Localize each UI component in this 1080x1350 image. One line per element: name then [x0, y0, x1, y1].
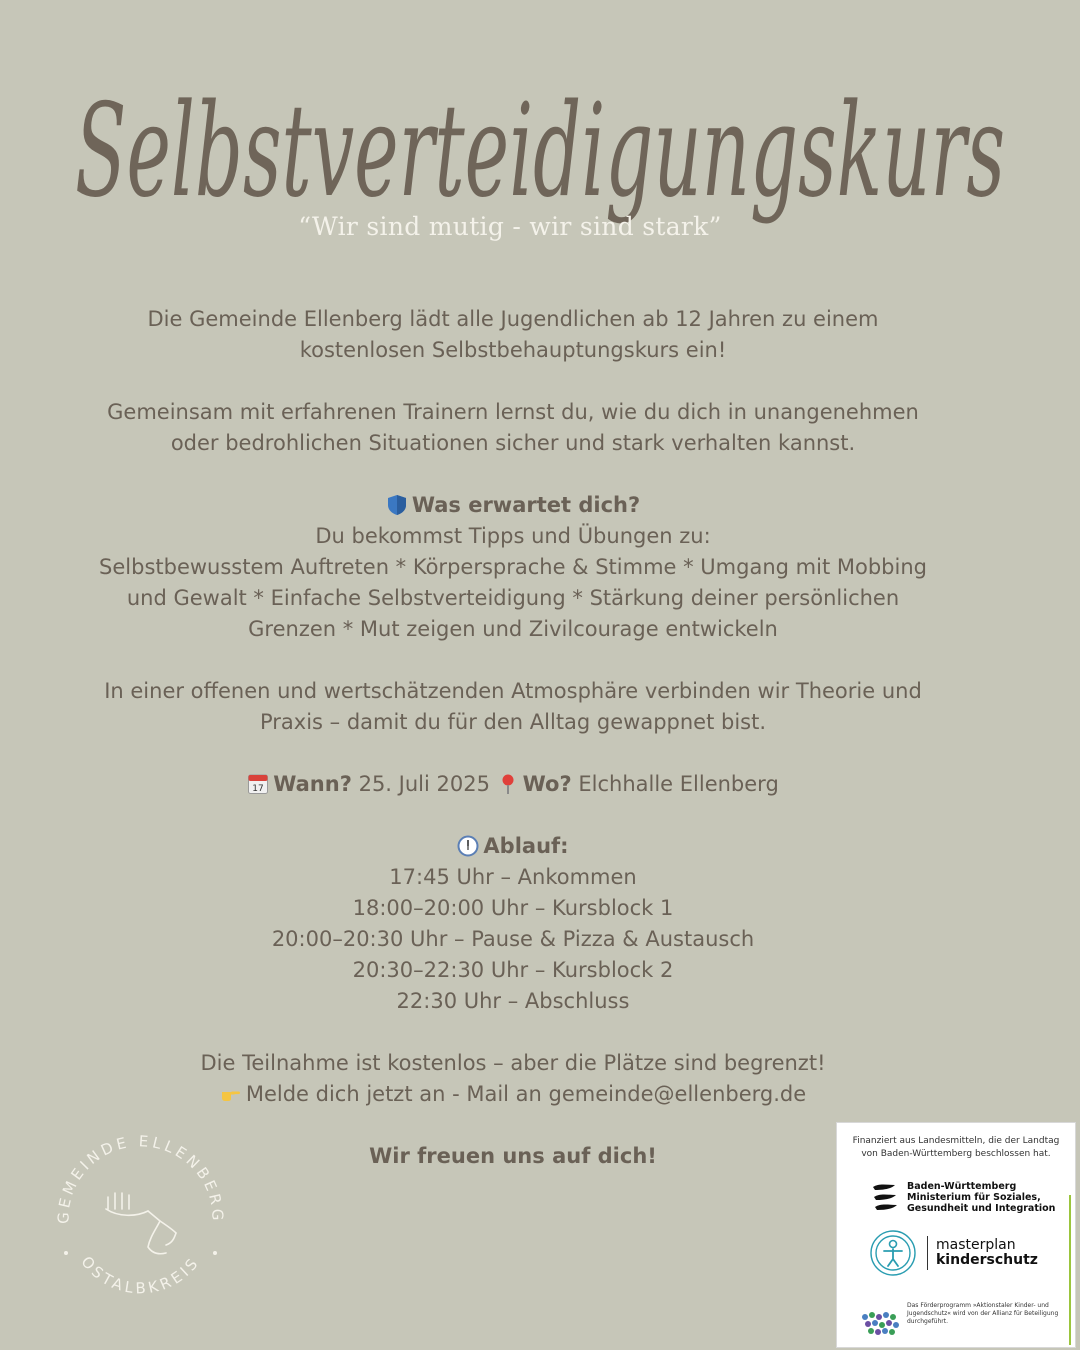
funding-text	[847, 1135, 1065, 1161]
intro-line-2: kostenlosen Selbstbehauptungskurs ein!	[299, 338, 727, 362]
schedule-heading-row	[40, 831, 986, 862]
masterplan-logo	[869, 1229, 1038, 1277]
schedule-heading: Ablauf:	[483, 834, 569, 858]
ministry-logo	[871, 1181, 1055, 1217]
ministry-line-1: Baden-Württemberg	[907, 1181, 1017, 1192]
signup-line-2-row	[40, 1079, 986, 1110]
gemeinde-seal	[48, 1125, 233, 1310]
ministry-line-3: Gesundheit und Integration	[907, 1203, 1056, 1214]
allianz-text: Das Förderprogramm »Aktionstaler Kinder- und Jugendschutz« wird von der Allianz für Beteiligung durchgeführt.	[907, 1302, 1059, 1325]
funding-text-line-1: Finanziert aus Landesmitteln, die der Landtag	[852, 1136, 1060, 1146]
closing: Wir freuen uns auf dich!	[369, 1144, 657, 1168]
expect-line-3: Grenzen * Mut zeigen und Zivilcourage entwickeln	[248, 617, 778, 641]
seal-top-text: GEMEINDE ELLENBERG	[54, 1132, 227, 1225]
pin-icon	[497, 773, 519, 795]
ministry-line-2: Ministerium für Soziales,	[907, 1192, 1041, 1203]
intro-line-1: Die Gemeinde Ellenberg lädt alle Jugendlichen ab 12 Jahren zu einem	[147, 307, 879, 331]
schedule-item: 18:00–20:00 Uhr – Kursblock 1	[352, 896, 674, 920]
shield-icon	[386, 494, 408, 516]
where-value: Elchhalle Ellenberg	[578, 772, 779, 796]
when-label: Wann?	[273, 772, 352, 796]
schedule-item: 20:30–22:30 Uhr – Kursblock 2	[352, 958, 674, 982]
signup-line-2[interactable]: Melde dich jetzt an - Mail an gemeinde@ellenberg.de	[245, 1082, 807, 1106]
atmosphere-line-1: In einer offenen und wertschätzenden Atmosphäre verbinden wir Theorie und	[104, 679, 922, 703]
main-content	[40, 304, 986, 1172]
where-label: Wo?	[522, 772, 572, 796]
funding-box	[836, 1122, 1076, 1348]
clock-icon	[457, 835, 479, 857]
expect-line-1: Selbstbewusstem Auftreten * Körpersprache & Stimme * Umgang mit Mobbing	[99, 555, 927, 579]
seal-bottom-text: OSTALBKREIS	[77, 1252, 204, 1298]
masterplan-word: masterplan	[936, 1237, 1016, 1253]
schedule-item: 17:45 Uhr – Ankommen	[389, 865, 637, 889]
svg-text:17: 17	[252, 784, 264, 794]
signup-line-1: Die Teilnahme ist kostenlos – aber die Plätze sind begrenzt!	[200, 1051, 826, 1075]
funding-text-line-2: von Baden-Württemberg beschlossen hat.	[861, 1149, 1051, 1159]
lions-icon	[871, 1181, 901, 1217]
atmosphere-line-2: Praxis – damit du für den Alltag gewappnet bist.	[259, 710, 767, 734]
subtitle: “Wir sind mutig - wir sind stark”	[298, 212, 722, 241]
pointing-hand-icon	[220, 1083, 242, 1105]
child-icon	[869, 1229, 917, 1277]
calendar-icon	[247, 773, 269, 795]
together-line-2: oder bedrohlichen Situationen sicher und stark verhalten kannst.	[170, 431, 856, 455]
expect-intro: Du bekommst Tipps und Übungen zu:	[315, 524, 711, 548]
expect-heading-row	[40, 490, 986, 521]
when-where-row	[40, 769, 986, 800]
together-line-1: Gemeinsam mit erfahrenen Trainern lernst du, wie du dich in unangenehmen	[107, 400, 919, 424]
when-value: 25. Juli 2025	[358, 772, 490, 796]
schedule-item: 22:30 Uhr – Abschluss	[396, 989, 630, 1013]
kinderschutz-word: kinderschutz	[936, 1252, 1038, 1268]
title	[40, 20, 1040, 240]
expect-heading: Was erwartet dich?	[411, 493, 641, 517]
schedule-item: 20:00–20:30 Uhr – Pause & Pizza & Austausch	[271, 927, 755, 951]
expect-line-2: und Gewalt * Einfache Selbstverteidigung * Stärkung deiner persönlichen	[126, 586, 900, 610]
title-text: Selbstverteidigungskurs	[75, 77, 1005, 226]
svg-text:GEMEINDE ELLENBERG	[54, 1132, 226, 1224]
svg-text:OSTALBKREIS	[77, 1253, 203, 1298]
elk-icon	[106, 1193, 176, 1254]
allianz-logo	[857, 1295, 903, 1339]
